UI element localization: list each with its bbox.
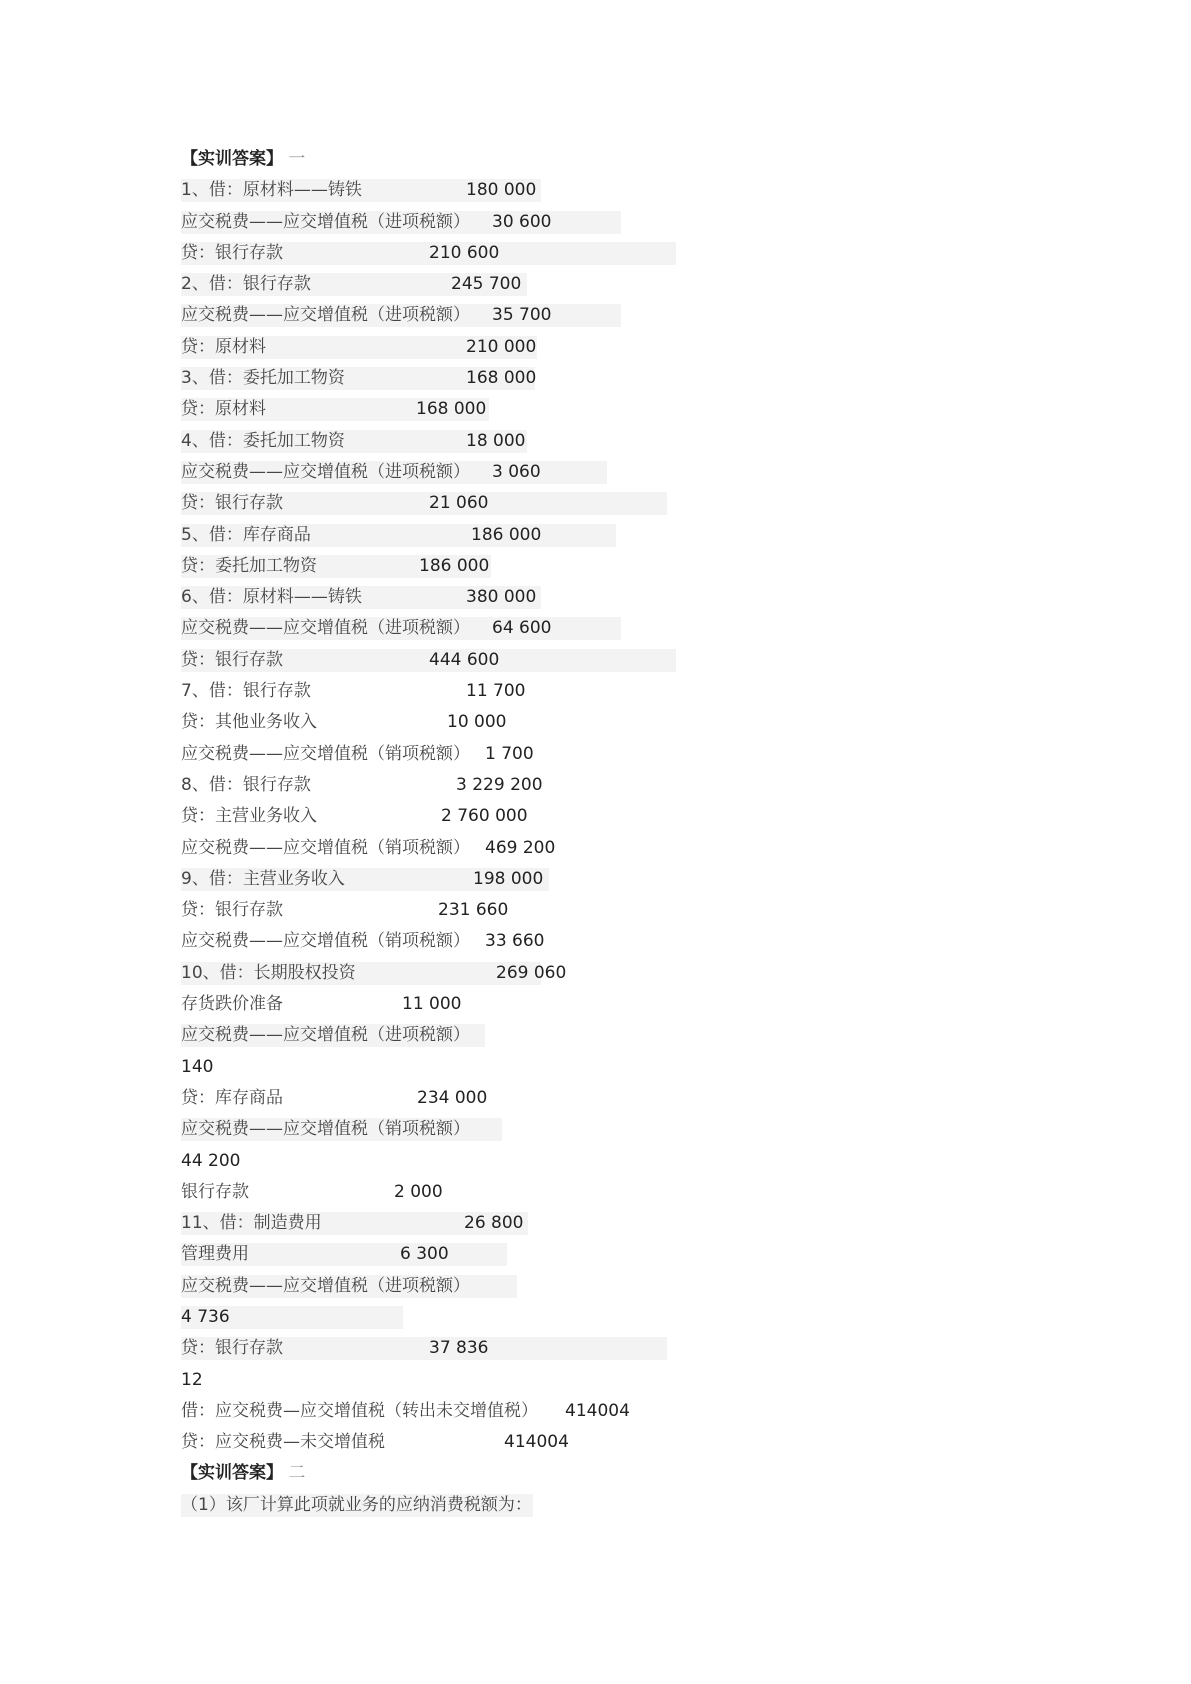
journal-line: [181, 394, 741, 425]
amount-value: 2 000: [394, 1181, 443, 1202]
journal-line: [181, 895, 741, 926]
journal-line: [181, 1052, 741, 1083]
account-label: 贷：原材料: [181, 399, 266, 420]
account-label: 贷：原材料: [181, 336, 266, 357]
account-label: 贷：银行存款: [181, 1338, 283, 1359]
section-2-text: （1）该厂计算此项就业务的应纳消费税额为：: [181, 1494, 532, 1515]
amount-value: 33 660: [485, 931, 545, 952]
journal-line: [181, 1333, 741, 1364]
account-label: 贷：银行存款: [181, 900, 283, 921]
journal-line: [181, 926, 741, 957]
account-label: 应交税费——应交增值税（销项税额）: [181, 743, 470, 764]
journal-line: [181, 1020, 741, 1051]
amount-value: 198 000: [473, 868, 544, 889]
amount-value: 64 600: [492, 618, 552, 639]
amount-value: 210 600: [429, 242, 500, 263]
journal-line: [181, 520, 741, 551]
account-label: 3、借：委托加工物资: [181, 368, 345, 389]
account-label: 140: [181, 1056, 214, 1077]
account-label: 7、借：银行存款: [181, 681, 311, 702]
account-label: 8、借：银行存款: [181, 774, 311, 795]
section-1-title: 【实训答案】: [181, 149, 283, 169]
account-label: 应交税费——应交增值税（进项税额）: [181, 211, 470, 232]
amount-value: 37 836: [429, 1338, 489, 1359]
journal-line: [181, 1083, 741, 1114]
account-label: 贷：委托加工物资: [181, 555, 317, 576]
journal-line: [181, 989, 741, 1020]
account-label: 应交税费——应交增值税（销项税额）: [181, 837, 470, 858]
account-label: 应交税费——应交增值税（销项税额）: [181, 1119, 470, 1140]
account-label: 贷：其他业务收入: [181, 712, 317, 733]
account-label: 应交税费——应交增值税（进项税额）: [181, 461, 470, 482]
account-label: 应交税费——应交增值税（销项税额）: [181, 931, 470, 952]
account-label: 银行存款: [181, 1181, 249, 1202]
amount-value: 1 700: [485, 743, 534, 764]
account-label: 贷：库存商品: [181, 1087, 283, 1108]
section-1-heading: [181, 144, 741, 175]
account-label: 12: [181, 1369, 203, 1390]
amount-value: 168 000: [466, 368, 537, 389]
amount-value: 11 700: [466, 681, 526, 702]
amount-value: 35 700: [492, 305, 552, 326]
journal-line: [181, 1239, 741, 1270]
journal-line: [181, 613, 741, 644]
account-label: 9、借：主营业务收入: [181, 868, 345, 889]
amount-value: 180 000: [466, 180, 537, 201]
journal-line: [181, 1427, 741, 1458]
journal-line: [181, 1302, 741, 1333]
amount-value: 26 800: [464, 1213, 524, 1234]
journal-line: [181, 1271, 741, 1302]
amount-value: 210 000: [466, 336, 537, 357]
journal-line: [181, 300, 741, 331]
journal-line: [181, 1177, 741, 1208]
journal-line: [181, 1114, 741, 1145]
journal-line: [181, 707, 741, 738]
amount-value: 3 060: [492, 461, 541, 482]
journal-line: [181, 801, 741, 832]
account-label: 4 736: [181, 1306, 230, 1327]
account-label: 应交税费——应交增值税（进项税额）: [181, 1025, 470, 1046]
account-label: 应交税费——应交增值税（进项税额）: [181, 305, 470, 326]
journal-line: [181, 457, 741, 488]
account-label: 贷：银行存款: [181, 493, 283, 514]
amount-value: 444 600: [429, 649, 500, 670]
journal-line: [181, 426, 741, 457]
amount-value: 414004: [565, 1400, 630, 1421]
journal-line: [181, 363, 741, 394]
amount-value: 380 000: [466, 587, 537, 608]
account-label: 1、借：原材料——铸铁: [181, 180, 362, 201]
answer-content: [181, 144, 741, 1521]
account-label: 存货跌价准备: [181, 994, 283, 1015]
journal-line: [181, 269, 741, 300]
journal-line: [181, 958, 741, 989]
amount-value: 168 000: [416, 399, 487, 420]
amount-value: 231 660: [438, 900, 509, 921]
journal-line: [181, 1208, 741, 1239]
journal-line: [181, 770, 741, 801]
section-2-paragraph: [181, 1490, 741, 1521]
account-label: 贷：应交税费—未交增值税: [181, 1432, 385, 1453]
amount-value: 414004: [504, 1432, 569, 1453]
amount-value: 10 000: [447, 712, 507, 733]
amount-value: 186 000: [419, 555, 490, 576]
journal-line: [181, 645, 741, 676]
journal-line: [181, 488, 741, 519]
account-label: 贷：银行存款: [181, 649, 283, 670]
account-label: 4、借：委托加工物资: [181, 430, 345, 451]
account-label: 应交税费——应交增值税（进项税额）: [181, 618, 470, 639]
journal-line: [181, 582, 741, 613]
account-label: 贷：主营业务收入: [181, 806, 317, 827]
journal-line: [181, 1365, 741, 1396]
account-label: 6、借：原材料——铸铁: [181, 587, 362, 608]
amount-value: 186 000: [471, 524, 542, 545]
amount-value: 234 000: [417, 1087, 488, 1108]
journal-line: [181, 332, 741, 363]
section-2-title: 【实训答案】: [181, 1463, 283, 1484]
account-label: 应交税费——应交增值税（进项税额）: [181, 1275, 470, 1296]
journal-line: [181, 739, 741, 770]
journal-line: [181, 175, 741, 206]
journal-entries: [181, 175, 741, 1458]
journal-line: [181, 207, 741, 238]
journal-line: [181, 833, 741, 864]
amount-value: 11 000: [402, 994, 462, 1015]
amount-value: 21 060: [429, 493, 489, 514]
account-label: 借：应交税费—应交增值税（转出未交增值税）: [181, 1400, 538, 1421]
amount-value: 3 229 200: [456, 774, 543, 795]
section-1-number: 一: [288, 149, 306, 169]
amount-value: 269 060: [496, 962, 567, 983]
journal-line: [181, 1146, 741, 1177]
journal-line: [181, 238, 741, 269]
account-label: 44 200: [181, 1150, 241, 1171]
journal-line: [181, 864, 741, 895]
amount-value: 469 200: [485, 837, 556, 858]
amount-value: 2 760 000: [441, 806, 528, 827]
journal-line: [181, 1396, 741, 1427]
account-label: 管理费用: [181, 1244, 249, 1265]
journal-line: [181, 551, 741, 582]
section-2-number: 二: [288, 1463, 306, 1484]
account-label: 贷：银行存款: [181, 242, 283, 263]
section-2-heading: [181, 1458, 741, 1489]
account-label: 11、借：制造费用: [181, 1213, 322, 1234]
account-label: 10、借：长期股权投资: [181, 962, 356, 983]
amount-value: 6 300: [400, 1244, 449, 1265]
account-label: 2、借：银行存款: [181, 274, 311, 295]
journal-line: [181, 676, 741, 707]
account-label: 5、借：库存商品: [181, 524, 311, 545]
amount-value: 18 000: [466, 430, 526, 451]
amount-value: 245 700: [451, 274, 522, 295]
amount-value: 30 600: [492, 211, 552, 232]
